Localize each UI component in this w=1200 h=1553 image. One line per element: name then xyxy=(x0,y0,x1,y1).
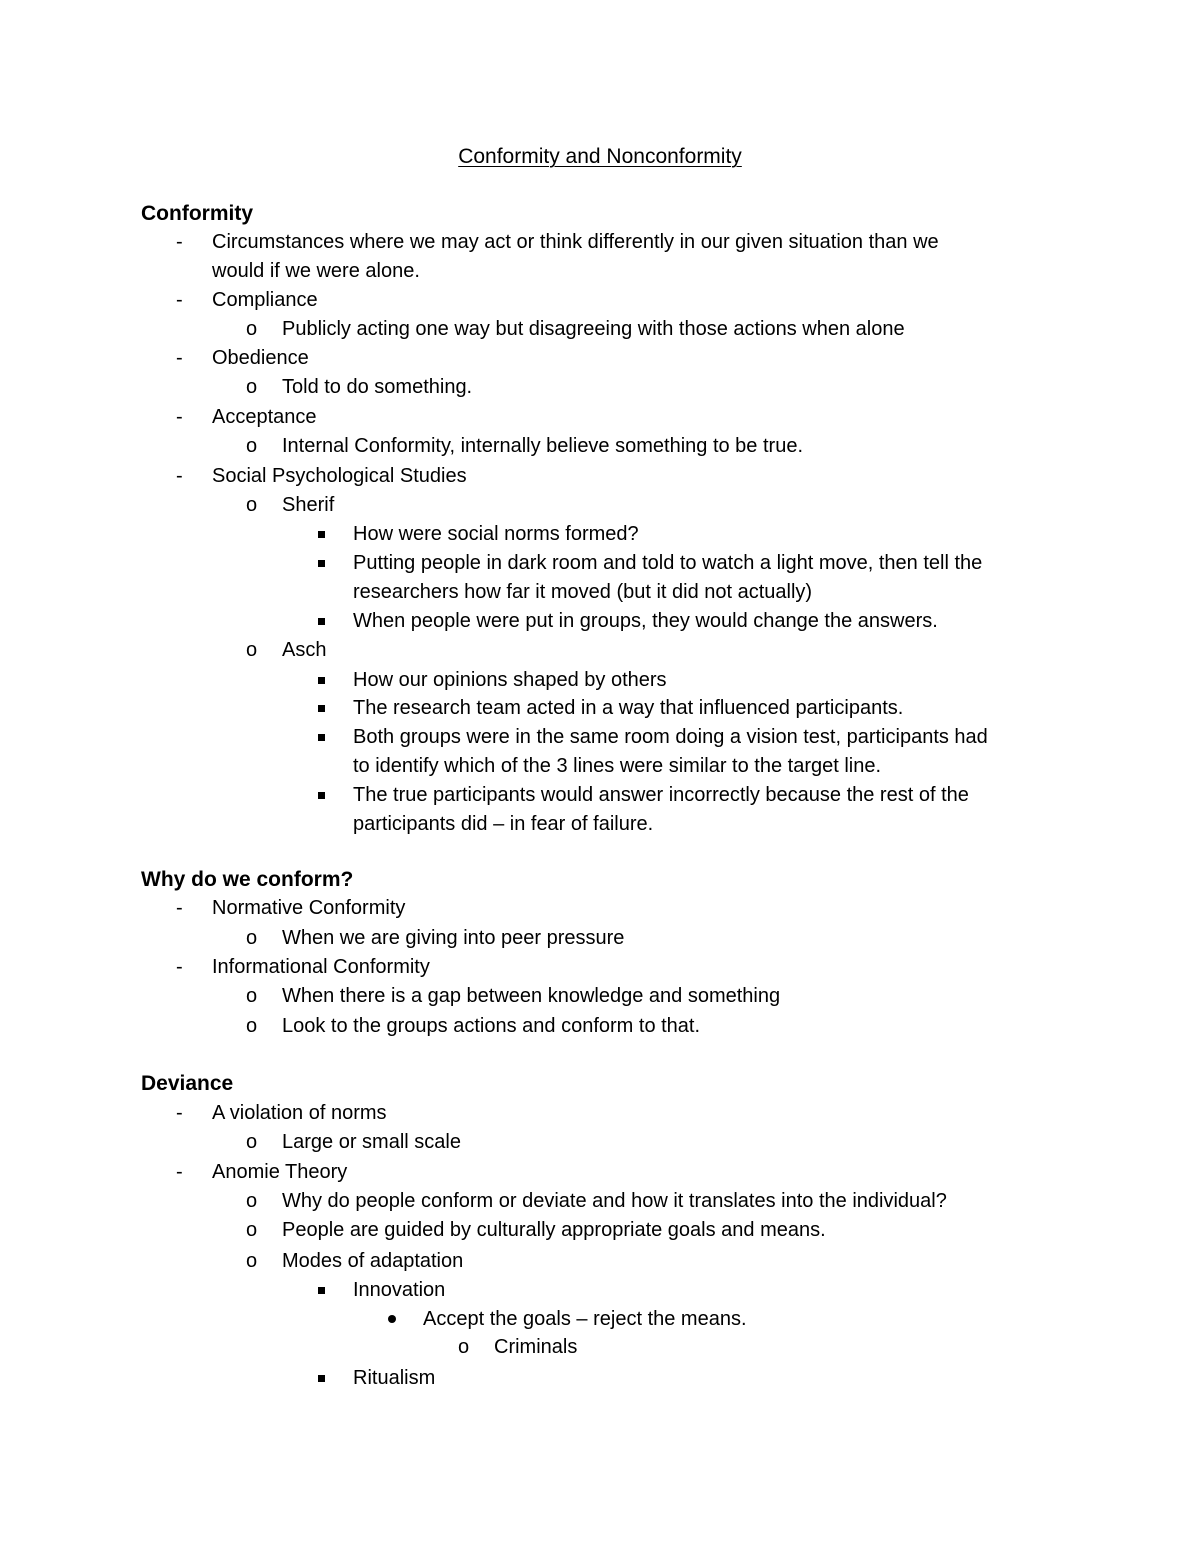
dash-bullet: - xyxy=(176,406,183,428)
dash-bullet: - xyxy=(176,347,183,369)
list-item: Ritualism xyxy=(353,1367,436,1389)
list-item: Obedience xyxy=(212,347,309,369)
list-item: Asch xyxy=(282,639,327,661)
circle-bullet: o xyxy=(246,1131,258,1153)
list-item: Criminals xyxy=(494,1336,578,1358)
square-bullet-icon xyxy=(318,531,325,538)
list-item: Modes of adaptation xyxy=(282,1250,464,1272)
dash-bullet: - xyxy=(176,231,183,253)
square-bullet-icon xyxy=(318,1375,325,1382)
list-item: When people were put in groups, they would change the answers. xyxy=(353,610,938,632)
dash-bullet: - xyxy=(176,1161,183,1183)
list-item-continuation: participants did – in fear of failure. xyxy=(353,813,654,835)
list-item-continuation: would if we were alone. xyxy=(212,260,420,282)
list-item: Circumstances where we may act or think differently in our given situation than we xyxy=(212,231,939,253)
circle-bullet: o xyxy=(246,1190,258,1212)
square-bullet-icon xyxy=(318,792,325,799)
circle-bullet: o xyxy=(246,435,258,457)
circle-bullet: o xyxy=(246,494,258,516)
section-heading-deviance: Deviance xyxy=(141,1072,234,1095)
list-item: How our opinions shaped by others xyxy=(353,669,667,691)
list-item: The research team acted in a way that influenced participants. xyxy=(353,697,904,719)
circle-bullet: o xyxy=(246,1250,258,1272)
circle-bullet: o xyxy=(246,1219,258,1241)
round-bullet-icon xyxy=(388,1315,396,1323)
section-heading-conformity: Conformity xyxy=(141,202,253,225)
list-item: How were social norms formed? xyxy=(353,523,639,545)
list-item: Publicly acting one way but disagreeing with those actions when alone xyxy=(282,318,905,340)
list-item-continuation: researchers how far it moved (but it did not actually) xyxy=(353,581,813,603)
circle-bullet: o xyxy=(246,927,258,949)
list-item: Social Psychological Studies xyxy=(212,465,467,487)
list-item: A violation of norms xyxy=(212,1102,387,1124)
list-item: Internal Conformity, internally believe something to be true. xyxy=(282,435,804,457)
list-item: People are guided by culturally appropriate goals and means. xyxy=(282,1219,826,1241)
square-bullet-icon xyxy=(318,560,325,567)
list-item: Why do people conform or deviate and how it translates into the individual? xyxy=(282,1190,947,1212)
circle-bullet: o xyxy=(246,376,258,398)
circle-bullet: o xyxy=(458,1336,470,1358)
list-item: When there is a gap between knowledge and something xyxy=(282,985,781,1007)
circle-bullet: o xyxy=(246,639,258,661)
dash-bullet: - xyxy=(176,289,183,311)
circle-bullet: o xyxy=(246,985,258,1007)
dash-bullet: - xyxy=(176,1102,183,1124)
section-heading-why-conform: Why do we conform? xyxy=(141,868,354,891)
circle-bullet: o xyxy=(246,318,258,340)
page-title: Conformity and Nonconformity xyxy=(458,145,742,168)
dash-bullet: - xyxy=(176,956,183,978)
dash-bullet: - xyxy=(176,897,183,919)
list-item: Informational Conformity xyxy=(212,956,430,978)
list-item: Large or small scale xyxy=(282,1131,461,1153)
list-item: Compliance xyxy=(212,289,318,311)
list-item: Told to do something. xyxy=(282,376,473,398)
square-bullet-icon xyxy=(318,677,325,684)
dash-bullet: - xyxy=(176,465,183,487)
square-bullet-icon xyxy=(318,734,325,741)
list-item-continuation: to identify which of the 3 lines were similar to the target line. xyxy=(353,755,882,777)
list-item: Sherif xyxy=(282,494,335,516)
list-item: Both groups were in the same room doing a vision test, participants had xyxy=(353,726,988,748)
list-item: Acceptance xyxy=(212,406,317,428)
circle-bullet: o xyxy=(246,1015,258,1037)
list-item: The true participants would answer incorrectly because the rest of the xyxy=(353,784,969,806)
list-item: Innovation xyxy=(353,1279,446,1301)
square-bullet-icon xyxy=(318,1287,325,1294)
list-item: Normative Conformity xyxy=(212,897,406,919)
list-item: Putting people in dark room and told to watch a light move, then tell the xyxy=(353,552,983,574)
list-item: Anomie Theory xyxy=(212,1161,348,1183)
list-item: Accept the goals – reject the means. xyxy=(423,1308,747,1330)
list-item: When we are giving into peer pressure xyxy=(282,927,625,949)
list-item: Look to the groups actions and conform to that. xyxy=(282,1015,701,1037)
square-bullet-icon xyxy=(318,705,325,712)
square-bullet-icon xyxy=(318,618,325,625)
